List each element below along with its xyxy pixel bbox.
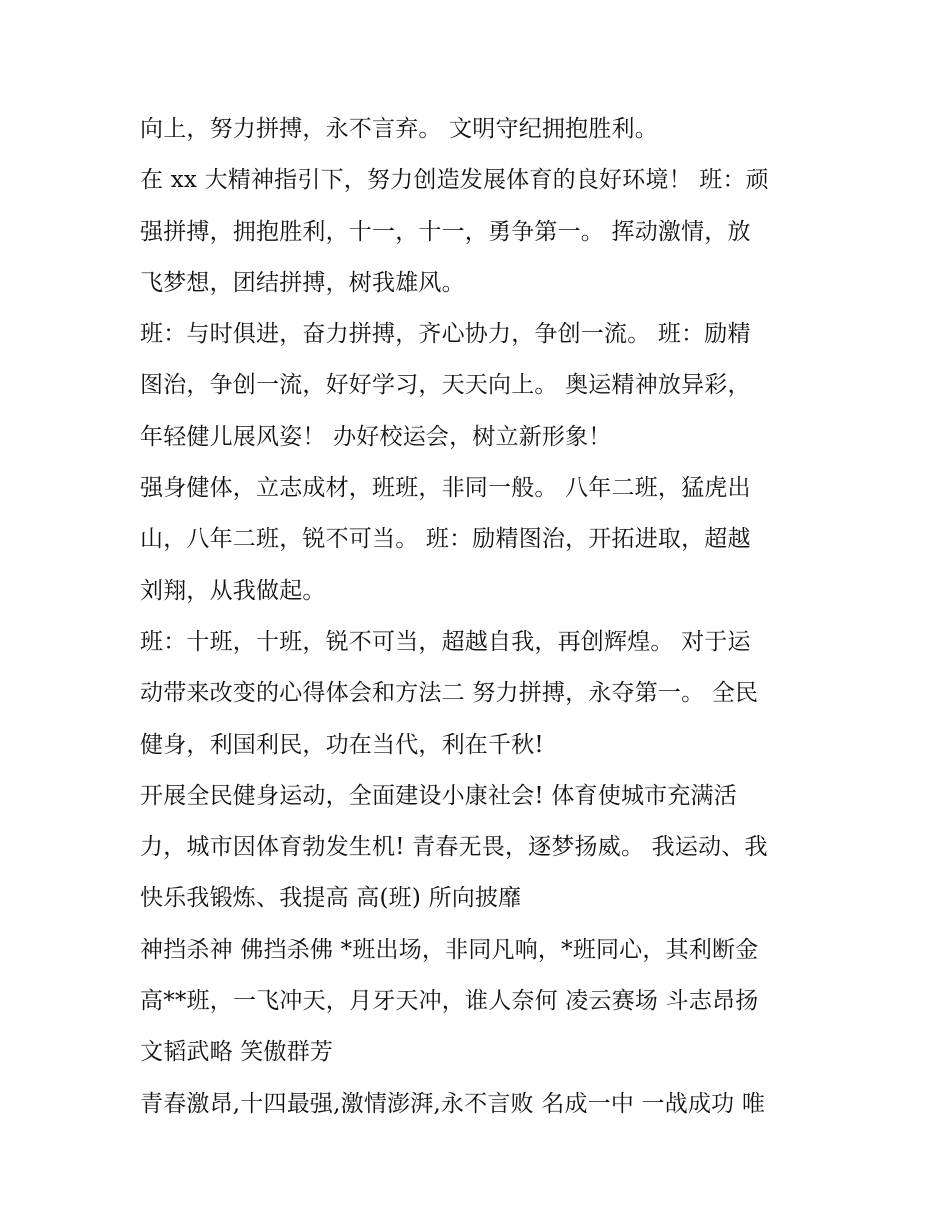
- text-line: 强身健体，立志成材，班班，非同一般。 八年二班，猛虎出: [140, 475, 751, 502]
- text-line: 年轻健儿展风姿！ 办好校运会，树立新形象！: [140, 423, 612, 450]
- text-line: 力，城市因体育勃发生机! 青春无畏，逐梦扬威。 我运动、我: [140, 834, 768, 861]
- body-text: [140, 104, 840, 1130]
- text-line: 文韬武略 笑傲群芳: [140, 1039, 334, 1066]
- text-line: 青春激昂,十四最强,激情澎湃,永不言败 名成一中 一战成功 唯: [140, 1090, 766, 1117]
- text-line: 动带来改变的心得体会和方法二 努力拼搏，永夺第一。 全民: [140, 680, 759, 707]
- text-line: 向上，努力拼搏，永不言弃。 文明守纪拥抱胜利。: [140, 116, 658, 142]
- text-line: 刘翔，从我做起。: [140, 577, 326, 604]
- text-line: 高**班，一飞冲天，月牙天冲，谁人奈何 凌云赛场 斗志昂扬: [140, 988, 759, 1015]
- text-line: 开展全民健身运动，全面建设小康社会! 体育使城市充满活: [140, 782, 737, 809]
- text-line: 图治，争创一流，好好学习，天天向上。 奥运精神放异彩，: [140, 372, 751, 399]
- text-line: 山，八年二班，锐不可当。 班：励精图治，开拓进取，超越: [140, 526, 751, 553]
- text-line: 健身，利国利民，功在当代，利在千秋!: [140, 731, 544, 758]
- text-line: 快乐我锻炼、我提高 高(班) 所向披靡: [140, 885, 522, 912]
- text-line: 在 xx 大精神指引下，努力创造发展体育的良好环境！ 班：顽: [140, 167, 769, 194]
- text-line: 飞梦想，团结拼搏，树我雄风。: [140, 269, 465, 296]
- text-line: 班：十班，十班，锐不可当，超越自我，再创辉煌。 对于运: [140, 628, 751, 655]
- text-line: 强拼搏，拥抱胜利，十一，十一，勇争第一。 挥动激情，放: [140, 218, 751, 245]
- text-line: 神挡杀神 佛挡杀佛 *班出场，非同凡响，*班同心，其利断金: [140, 936, 759, 963]
- text-line: 班：与时俱进，奋力拼搏，齐心协力，争创一流。 班：励精: [140, 321, 751, 348]
